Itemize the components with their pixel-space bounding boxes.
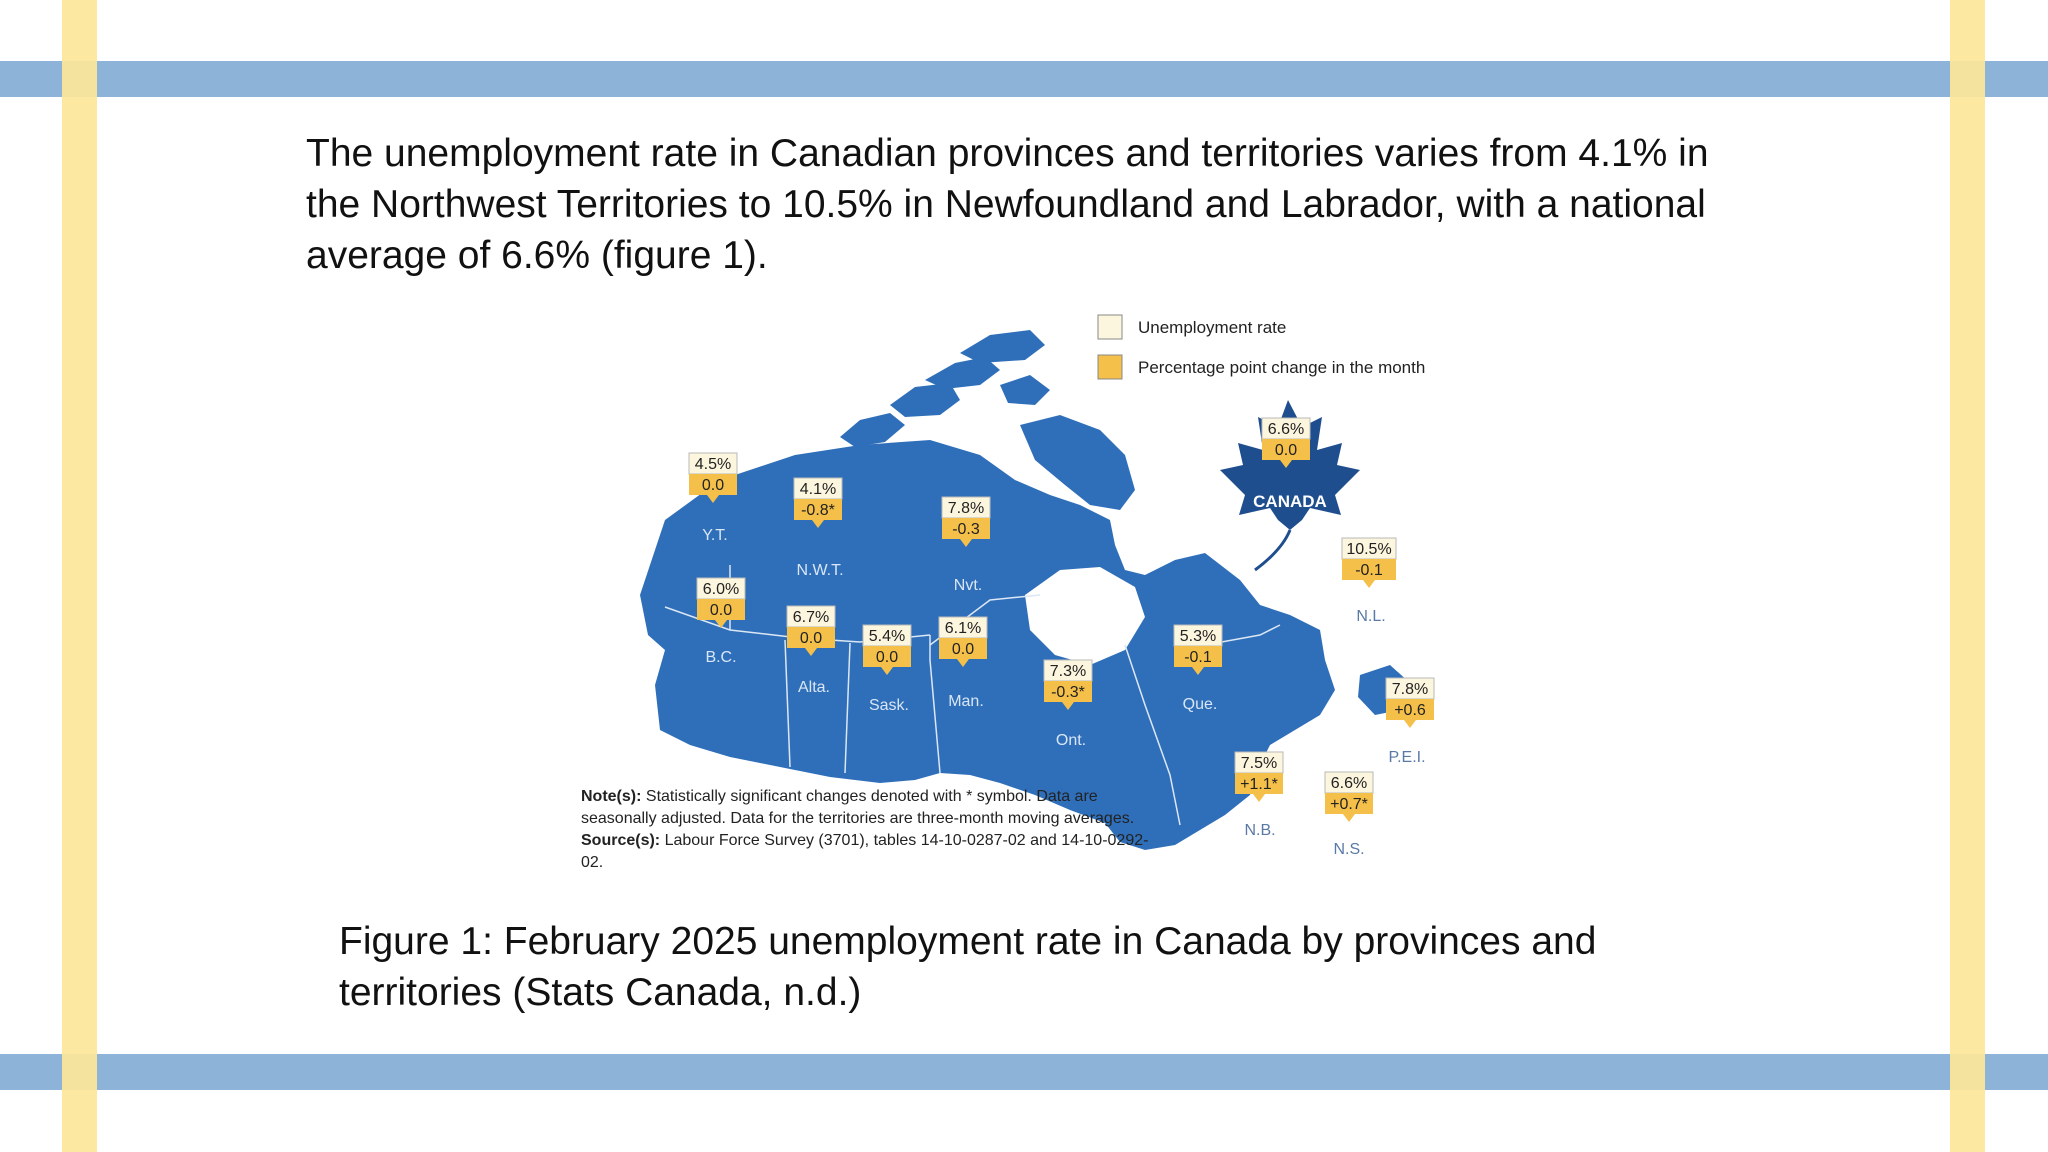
region-yt-rate: 4.5%: [694, 456, 732, 473]
region-nb-pointer: [1253, 794, 1265, 802]
region-nvt-change: -0.3: [952, 521, 980, 538]
region-que-rate: 5.3%: [1179, 628, 1217, 645]
region-sask-change: 0.0: [875, 649, 899, 666]
right-band: [1950, 0, 1985, 1152]
region-man-rate: 6.1%: [944, 620, 982, 637]
region-alta-rate: 6.7%: [792, 609, 830, 626]
region-pei-marker: [1386, 678, 1434, 728]
region-pei-abbr: P.E.I.: [1388, 749, 1426, 766]
landmass: [640, 330, 1410, 850]
region-bc-rate: 6.0%: [702, 581, 740, 598]
region-ns-pointer: [1343, 814, 1355, 822]
region-nb-abbr: N.B.: [1244, 822, 1276, 839]
region-alta-abbr: Alta.: [797, 679, 831, 696]
region-ns-marker: [1325, 772, 1373, 822]
region-pei-change: +0.6: [1394, 702, 1426, 719]
region-man-change: 0.0: [951, 641, 975, 658]
legend-rate-swatch: [1098, 315, 1122, 339]
region-ns-rate: 6.6%: [1330, 775, 1368, 792]
legend-change-label: Percentage point change in the month: [1138, 358, 1426, 377]
top-band: [0, 61, 2048, 97]
note-label: Note(s):: [581, 788, 642, 805]
region-man-abbr: Man.: [948, 693, 984, 710]
region-nl-rate: 10.5%: [1346, 541, 1392, 558]
region-que-abbr: Que.: [1182, 696, 1218, 713]
region-ont-change: -0.3*: [1051, 684, 1085, 701]
region-ns-change: +0.7*: [1330, 796, 1368, 813]
legend-rate-label: Unemployment rate: [1138, 318, 1287, 337]
region-nvt-rate: 7.8%: [947, 500, 985, 517]
region-ont-rate: 7.3%: [1049, 663, 1087, 680]
note-text: Statistically significant changes denoted with * symbol. Data are seasonally adjusted. Data for the territories are three-month moving averages.: [581, 788, 1135, 827]
arctic-island-1: [840, 413, 905, 447]
region-yt-abbr: Y.T.: [702, 527, 728, 544]
region-ont-abbr: Ont.: [1055, 732, 1087, 749]
left-band: [62, 0, 97, 1152]
source-text: Labour Force Survey (3701), tables 14-10-0287-02 and 14-10-0292-02.: [581, 832, 1149, 871]
region-sask-rate: 5.4%: [868, 628, 906, 645]
canada-rate: 6.6%: [1267, 421, 1305, 438]
region-nl-abbr: N.L.: [1356, 608, 1386, 625]
region-nwt-abbr: N.W.T.: [796, 562, 844, 579]
region-bc-change: 0.0: [709, 602, 733, 619]
region-nvt-abbr: Nvt.: [953, 577, 983, 594]
region-nl-marker: [1342, 538, 1396, 588]
arctic-island-4: [960, 330, 1045, 363]
region-nb-rate: 7.5%: [1240, 755, 1278, 772]
region-nwt-change: -0.8*: [801, 502, 835, 519]
region-nwt-rate: 4.1%: [799, 481, 837, 498]
region-nl-change: -0.1: [1355, 562, 1383, 579]
note-line: [581, 786, 1161, 830]
bottom-band: [0, 1054, 2048, 1090]
source-line: [581, 830, 1161, 874]
source-label: Source(s):: [581, 832, 661, 849]
figure-caption: Figure 1: February 2025 unemployment rate in Canada by provinces and territories (Stats Canada, n.d.): [339, 920, 1597, 1014]
region-sask-abbr: Sask.: [868, 697, 910, 714]
canada-change: 0.0: [1274, 442, 1298, 459]
region-que-change: -0.1: [1184, 649, 1212, 666]
region-nl-pointer: [1363, 580, 1375, 588]
legend: [1098, 315, 1425, 379]
note-block: [581, 786, 1161, 874]
region-pei-pointer: [1404, 720, 1416, 728]
region-alta-change: 0.0: [799, 630, 823, 647]
legend-change-swatch: [1098, 355, 1122, 379]
region-ns-abbr: N.S.: [1333, 841, 1365, 858]
intro-paragraph: The unemployment rate in Canadian provinces and territories varies from 4.1% in the Northwest Territories to 10.5% in Newfoundland and Labrador, with a national average of 6.6% (figure 1).: [306, 132, 1709, 277]
region-yt-change: 0.0: [701, 477, 725, 494]
arctic-island-5: [1000, 375, 1050, 405]
canada-label: CANADA: [1253, 492, 1327, 511]
region-pei-rate: 7.8%: [1391, 681, 1429, 698]
region-nb-change: +1.1*: [1240, 776, 1278, 793]
region-bc-abbr: B.C.: [705, 649, 737, 666]
